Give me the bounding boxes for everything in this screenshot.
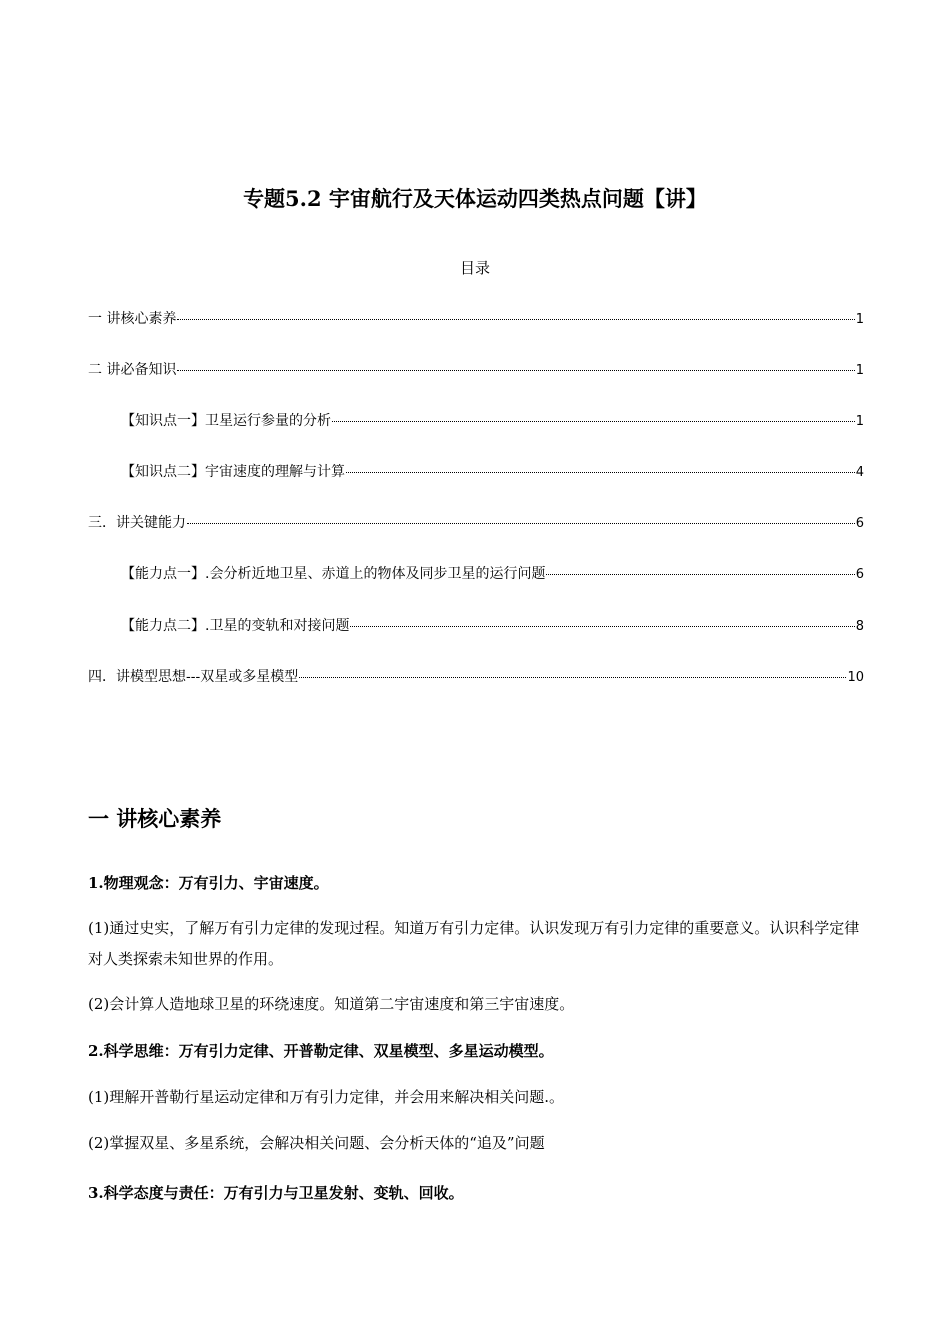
paragraph: (2)掌握双星、多星系统，会解决相关问题、会分析天体的“追及”问题 <box>88 1134 545 1152</box>
toc-entry[interactable] <box>88 668 864 687</box>
toc-leader <box>546 574 854 575</box>
paragraph: (2)会计算人造地球卫星的环绕速度。知道第二宇宙速度和第三宇宙速度。 <box>88 995 575 1013</box>
toc-leader <box>346 472 855 473</box>
toc-entry-page: 1 <box>855 414 864 429</box>
toc-leader <box>332 421 855 422</box>
toc-leader <box>350 626 854 627</box>
toc-entry-page: 6 <box>855 516 864 531</box>
toc-entry[interactable] <box>88 361 864 380</box>
paragraph: 2.科学思维：万有引力定律、开普勒定律、双星模型、多星运动模型。 <box>88 1042 554 1060</box>
toc-entry-page: 10 <box>847 670 864 685</box>
toc-entry-label: 【知识点二】宇宙速度的理解与计算 <box>121 464 345 480</box>
toc-leader <box>187 523 855 524</box>
toc-entry-label: 【能力点一】.会分析近地卫星、赤道上的物体及同步卫星的运行问题 <box>121 566 546 582</box>
toc-entry[interactable] <box>121 565 864 584</box>
toc-entry-page: 4 <box>855 465 864 480</box>
paragraph: 1.物理观念：万有引力、宇宙速度。 <box>88 874 329 892</box>
toc-leader <box>177 370 854 371</box>
document-title: 专题5.2 宇宙航行及天体运动四类热点问题【讲】 <box>243 186 707 211</box>
toc-heading: 目录 <box>459 259 490 277</box>
paragraph: (1)理解开普勒行星运动定律和万有引力定律，并会用来解决相关问题.。 <box>88 1088 565 1106</box>
toc-entry-label: 一 讲核心素养 <box>88 311 177 327</box>
toc-entry-label: 【能力点二】.卫星的变轨和对接问题 <box>121 618 350 634</box>
paragraph: (1)通过史实，了解万有引力定律的发现过程。知道万有引力定律。认识发现万有引力定律的重要意义。认识科学定律对人类探索未知世界的作用。 <box>88 919 860 968</box>
paragraph: 3.科学态度与责任：万有引力与卫星发射、变轨、回收。 <box>88 1184 464 1202</box>
toc-entry[interactable] <box>88 514 864 533</box>
toc-leader <box>299 677 846 678</box>
toc-entry[interactable] <box>121 463 864 482</box>
toc-entry-page: 8 <box>855 619 864 634</box>
toc-entry-label: 二 讲必备知识 <box>88 362 177 378</box>
toc-entry-label: 四．讲模型思想---双星或多星模型 <box>88 669 299 685</box>
section-heading: 一 讲核心素养 <box>88 806 222 831</box>
toc-entry-label: 【知识点一】卫星运行参量的分析 <box>121 413 331 429</box>
toc-entry-label: 三．讲关键能力 <box>88 515 186 531</box>
toc-entry[interactable] <box>121 617 864 636</box>
toc-leader <box>177 319 854 320</box>
toc-entry-page: 1 <box>855 363 864 378</box>
toc-entry[interactable] <box>88 310 864 329</box>
toc-entry[interactable] <box>121 412 864 431</box>
toc-entry-page: 1 <box>855 312 864 327</box>
toc-entry-page: 6 <box>855 567 864 582</box>
